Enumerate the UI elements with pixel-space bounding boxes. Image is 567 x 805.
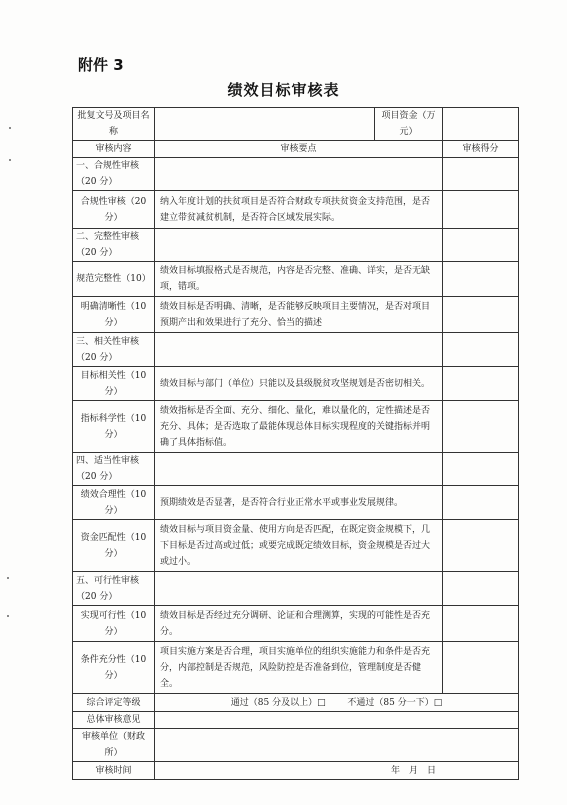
criteria-text: 绩效目标是否经过充分调研、论证和合理测算，实现的可能性是否充分。 [155, 606, 443, 642]
criteria-text: 绩效指标是否全面、充分、细化、量化，难以量化的，定性描述是否充分、具体；是否选取了最能体现总体目标实现程度的关键指标并明确了具体指标值。 [155, 401, 443, 453]
criteria-text: 纳入年度计划的扶贫项目是否符合财政专项扶贫资金支持范围，是否建立带贫减贫机制，是否符合区域发展实际。 [155, 191, 443, 229]
approval-label: 批复文号及项目名称 [73, 108, 155, 141]
header-content: 审核内容 [73, 141, 155, 158]
funds-label: 项目资金（万元） [375, 108, 443, 141]
section-spacer [155, 229, 443, 262]
criteria-text: 项目实施方案是否合理，项目实施单位的组织实施能力和条件是否充分，内部控制是否规范，风险防控是否准备到位，管理制度是否健全。 [155, 642, 443, 694]
approval-value-cell[interactable] [155, 108, 375, 141]
criteria-item: 条件充分性（10 分） [73, 642, 155, 694]
scan-speck [9, 159, 11, 161]
overall-label: 综合评定等级 [73, 694, 155, 712]
criteria-text: 预期绩效是否显著，是否符合行业正常水平或事业发展规律。 [155, 486, 443, 520]
scan-speck [7, 577, 9, 579]
section-score-cell [443, 229, 519, 262]
criteria-row [73, 367, 519, 401]
header-row [73, 141, 519, 158]
criteria-text: 绩效目标是否明确、清晰，是否能够反映项目主要情况，是否对项目预期产出和效果进行了充分、恰当的描述 [155, 297, 443, 333]
unit-label: 审核单位（财政所） [73, 729, 155, 762]
time-value-cell[interactable]: 年 月 日 [155, 762, 519, 780]
criteria-item: 目标相关性（10 分） [73, 367, 155, 401]
criteria-item: 明确清晰性（10 分） [73, 297, 155, 333]
section-row [73, 572, 519, 606]
section-score-cell [443, 333, 519, 367]
section-row [73, 158, 519, 191]
criteria-item: 合规性审核（20 分） [73, 191, 155, 229]
section-spacer [155, 453, 443, 486]
section-score-cell [443, 453, 519, 486]
score-cell[interactable] [443, 297, 519, 333]
criteria-item: 资金匹配性（10 分） [73, 520, 155, 572]
criteria-row [73, 520, 519, 572]
criteria-item: 指标科学性（10 分） [73, 401, 155, 453]
criteria-item: 规范完整性（10） [73, 262, 155, 297]
pass-checkbox-option[interactable]: 通过（85 分及以上）□ [230, 697, 326, 708]
section-score-cell [443, 158, 519, 191]
scan-speck [9, 127, 11, 129]
score-cell[interactable] [443, 606, 519, 642]
page-title: 绩效目标审核表 [227, 81, 340, 99]
header-score: 审核得分 [443, 141, 519, 158]
criteria-text: 绩效目标填报格式是否规范，内容是否完整、准确、详实，是否无缺项，错项。 [155, 262, 443, 297]
approval-row [73, 108, 519, 141]
criteria-item: 绩效合理性（10 分） [73, 486, 155, 520]
section-title: 四、适当性审核（20 分） [73, 453, 155, 486]
criteria-row [73, 642, 519, 694]
criteria-item: 实现可行性（10 分） [73, 606, 155, 642]
scan-speck [7, 615, 9, 617]
criteria-row [73, 262, 519, 297]
time-label: 审核时间 [73, 762, 155, 780]
unit-value-cell[interactable] [155, 729, 519, 762]
criteria-row [73, 401, 519, 453]
score-cell[interactable] [443, 401, 519, 453]
section-title: 一、合规性审核（20 分） [73, 158, 155, 191]
section-spacer [155, 158, 443, 191]
opinion-label: 总体审核意见 [73, 712, 155, 729]
criteria-text: 绩效目标与项目资金量、使用方向是否匹配，在既定资金规模下，几下目标是否过高或过低；或要完成既定绩效目标，资金规模是否过大或过小。 [155, 520, 443, 572]
section-row [73, 333, 519, 367]
score-cell[interactable] [443, 367, 519, 401]
header-points: 审核要点 [155, 141, 443, 158]
time-row [73, 762, 519, 780]
fail-checkbox-option[interactable]: 不通过（85 分一下）□ [347, 697, 443, 708]
section-title: 三、相关性审核（20 分） [73, 333, 155, 367]
section-row [73, 453, 519, 486]
score-cell[interactable] [443, 191, 519, 229]
overall-options [155, 694, 519, 712]
score-cell[interactable] [443, 520, 519, 572]
criteria-row [73, 297, 519, 333]
overall-row [73, 694, 519, 712]
criteria-text: 绩效目标与部门（单位）只能以及县级脱贫攻坚规划是否密切相关。 [155, 367, 443, 401]
score-cell[interactable] [443, 262, 519, 297]
unit-row [73, 729, 519, 762]
attachment-label: 附件 3 [78, 56, 124, 74]
section-row [73, 229, 519, 262]
review-table [72, 107, 519, 780]
score-cell[interactable] [443, 486, 519, 520]
criteria-row [73, 606, 519, 642]
section-score-cell [443, 572, 519, 606]
opinion-row [73, 712, 519, 729]
section-spacer [155, 572, 443, 606]
section-spacer [155, 333, 443, 367]
section-title: 二、完整性审核（20 分） [73, 229, 155, 262]
section-title: 五、可行性审核（20 分） [73, 572, 155, 606]
opinion-value-cell[interactable] [155, 712, 519, 729]
funds-value-cell[interactable] [443, 108, 519, 141]
criteria-row [73, 486, 519, 520]
criteria-row [73, 191, 519, 229]
score-cell[interactable] [443, 642, 519, 694]
